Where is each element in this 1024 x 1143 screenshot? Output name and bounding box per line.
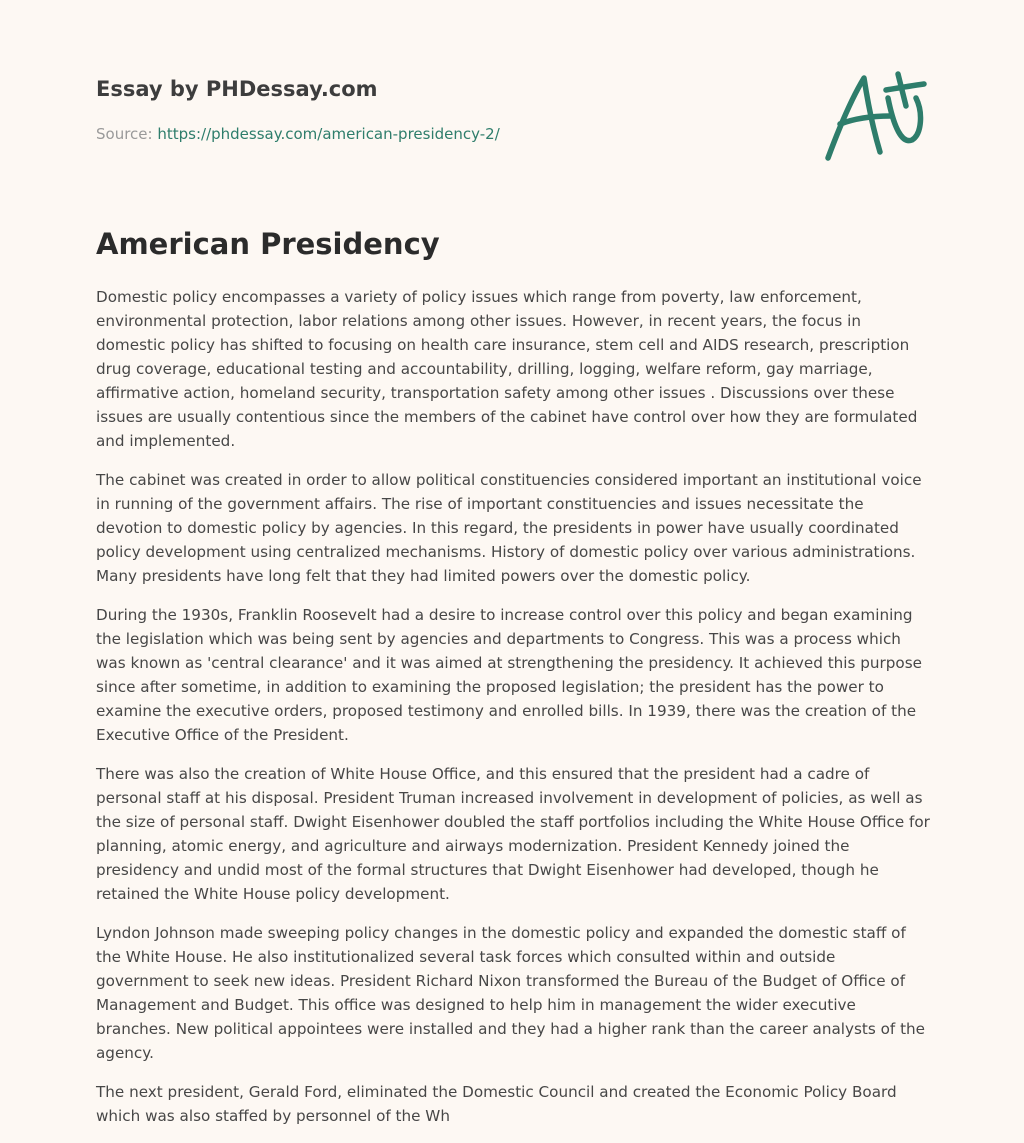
essay-title: American Presidency [96,227,440,261]
source-link[interactable]: https://phdessay.com/american-presidency-2/ [157,125,500,143]
essay-paragraph: There was also the creation of White House Office, and this ensured that the president had a cadre of personal staff at his disposal. President Truman increased involvement in development of policies, as well as the size of personal staff. Dwight Eisenhower doubled the staff portfolios including the White House Office for planning, atomic energy, and agriculture and airways modernization. President Kennedy joined the presidency and undid most of the formal structures that Dwight Eisenhower had developed, though he retained the White House policy development. [96,765,930,903]
essay-paragraph: Domestic policy encompasses a variety of policy issues which range from poverty, law enforcement, environmental protection, labor relations among other issues. However, in recent years, the focus in domestic policy has shifted to focusing on health care insurance, stem cell and AIDS research, prescription drug coverage, educational testing and accountability, drilling, logging, welfare reform, gay marriage, affirmative action, homeland security, transportation safety among other issues . Discussions over these issues are usually contentious since the members of the cabinet have control over how they are formulated and implemented. [96,288,918,450]
essay-paragraph: During the 1930s, Franklin Roosevelt had a desire to increase control over this policy and began examining the legislation which was being sent by agencies and departments to Congress. This was a process which was known as 'central clearance' and it was aimed at strengthening the presidency. It achieved this purpose since after sometime, in addition to examining the proposed legislation; the president has the power to examine the executive orders, proposed testimony and enrolled bills. In 1939, there was the creation of the Executive Office of the President. [96,606,922,744]
essay-paragraph: The cabinet was created in order to allow political constituencies considered important an institutional voice in running of the government affairs. The rise of important constituencies and issues necessitate the devotion to domestic policy by agencies. In this regard, the presidents in power have usually coordinated policy development using centralized mechanisms. History of domestic policy over various administrations. Many presidents have long felt that they had limited powers over the domestic policy. [96,471,922,585]
source-label: Source: [96,125,153,143]
essay-paragraph: The next president, Gerald Ford, eliminated the Domestic Council and created the Economic Policy Board which was also staffed by personnel of the Wh [96,1083,897,1125]
essay-paragraph: Lyndon Johnson made sweeping policy changes in the domestic policy and expanded the domestic staff of the White House. He also institutionalized several task forces which consulted within and outside government to seek new ideas. President Richard Nixon transformed the Bureau of the Budget of Office of Management and Budget. This office was designed to help him in management the wider executive branches. New political appointees were installed and they had a higher rank than the career analysts of the agency. [96,924,926,1062]
page-header [96,74,796,144]
source-line [96,124,796,144]
site-title: Essay by PHDessay.com [96,77,378,101]
a-plus-grade-icon [820,66,930,166]
essay-body [96,285,932,1143]
